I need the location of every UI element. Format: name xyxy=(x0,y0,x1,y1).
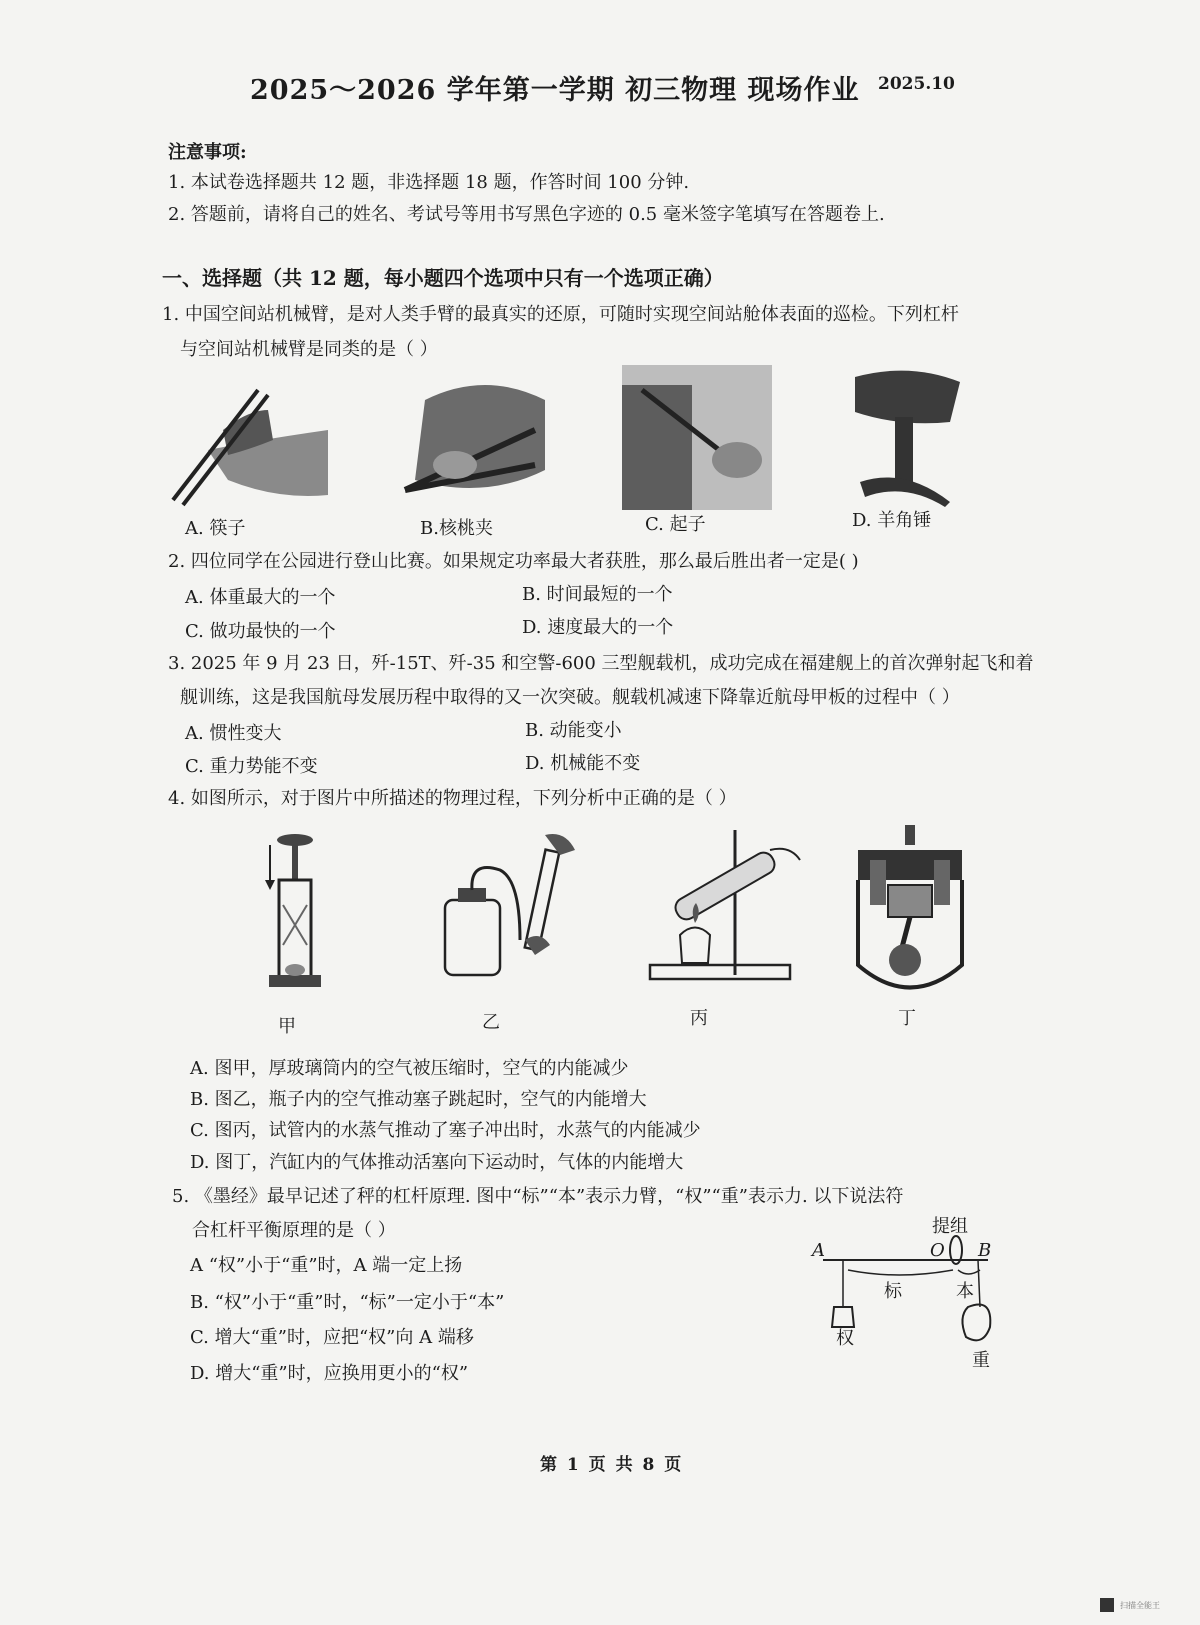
steelyard-label-biao: 标 xyxy=(884,1281,902,1302)
question-3-stem: 3. 2025 年 9 月 23 日，歼-15T、歼-35 和空警-600 三型舰载机，成功完成在福建舰上的首次弹射起飞和着 xyxy=(168,653,1034,674)
question-2-option-a[interactable]: A. 体重最大的一个 xyxy=(185,587,336,608)
question-2-option-d[interactable]: D. 速度最大的一个 xyxy=(522,617,674,638)
nutcracker-figure xyxy=(395,370,555,510)
claw-hammer-figure xyxy=(850,362,965,512)
figure-label-yi: 乙 xyxy=(482,1012,500,1033)
question-4-option-c[interactable]: C. 图丙，试管内的水蒸气推动了塞子冲出时，水蒸气的内能减少 xyxy=(190,1120,701,1141)
question-5-option-d[interactable]: D. 增大“重”时，应换用更小的“权” xyxy=(190,1363,469,1384)
note-item: 2. 答题前，请将自己的姓名、考试号等用书写黑色字迹的 0.5 毫米签字笔填写在答题卷上. xyxy=(168,204,885,225)
question-4-option-a[interactable]: A. 图甲，厚玻璃筒内的空气被压缩时，空气的内能减少 xyxy=(190,1058,629,1079)
question-2-option-b[interactable]: B. 时间最短的一个 xyxy=(522,584,673,605)
question-3-option-c[interactable]: C. 重力势能不变 xyxy=(185,756,318,777)
steelyard-label-o: O xyxy=(930,1240,945,1261)
steelyard-label-ben: 本 xyxy=(956,1281,974,1302)
question-5-stem: 5. 《墨经》最早记述了秤的杠杆原理. 图中“标”“本”表示力臂，“权”“重”表示力. 以下说法符 xyxy=(172,1186,904,1207)
compression-cylinder-figure xyxy=(255,825,335,1015)
question-3-option-d[interactable]: D. 机械能不变 xyxy=(525,753,641,774)
question-1-option-b[interactable]: B.核桃夹 xyxy=(420,518,493,539)
steelyard-label-zhong: 重 xyxy=(972,1350,990,1371)
figure-label-bing: 丙 xyxy=(690,1008,708,1029)
page-number: 第 1 页 共 8 页 xyxy=(540,1455,684,1475)
section-heading: 一、选择题（共 12 题，每小题四个选项中只有一个选项正确） xyxy=(162,266,724,290)
steelyard-figure xyxy=(808,1212,1038,1382)
chopsticks-figure xyxy=(168,370,328,510)
question-4-option-d[interactable]: D. 图丁，汽缸内的气体推动活塞向下运动时，气体的内能增大 xyxy=(190,1152,684,1173)
steelyard-label-tizu: 提组 xyxy=(932,1216,968,1237)
steelyard-label-quan: 权 xyxy=(836,1328,854,1349)
question-2-option-c[interactable]: C. 做功最快的一个 xyxy=(185,621,336,642)
question-5-option-a[interactable]: A “权”小于“重”时，A 端一定上扬 xyxy=(190,1255,463,1276)
bottle-opener-figure xyxy=(622,365,772,510)
question-1-stem-cont: 与空间站机械臂是同类的是（ ） xyxy=(180,339,438,360)
qr-code-icon xyxy=(1100,1598,1114,1612)
question-5-option-b[interactable]: B. “权”小于“重”时，“标”一定小于“本” xyxy=(190,1292,505,1313)
note-item: 1. 本试卷选择题共 12 题，非选择题 18 题，作答时间 100 分钟. xyxy=(168,172,690,193)
question-2-stem: 2. 四位同学在公园进行登山比赛。如果规定功率最大者获胜，那么最后胜出者一定是( ) xyxy=(168,551,859,572)
question-1-option-c[interactable]: C. 起子 xyxy=(645,514,706,535)
question-5-option-c[interactable]: C. 增大“重”时，应把“权”向 A 端移 xyxy=(190,1327,474,1348)
figure-label-ding: 丁 xyxy=(898,1008,916,1029)
question-4-option-b[interactable]: B. 图乙，瓶子内的空气推动塞子跳起时，空气的内能增大 xyxy=(190,1089,647,1110)
engine-cylinder-figure xyxy=(850,825,970,1005)
page-title: 2025～2026 学年第一学期 初三物理 现场作业 xyxy=(250,75,860,106)
test-tube-figure xyxy=(640,825,810,990)
scanner-watermark: 扫描全能王 xyxy=(1120,1601,1160,1610)
question-5-stem-cont: 合杠杆平衡原理的是（ ） xyxy=(192,1220,396,1241)
figure-label-jia: 甲 xyxy=(278,1016,296,1037)
notes-heading: 注意事项: xyxy=(168,142,247,163)
question-1-option-a[interactable]: A. 筷子 xyxy=(185,518,246,539)
steelyard-label-b: B xyxy=(978,1240,992,1261)
title-date: 2025.10 xyxy=(878,74,955,94)
question-4-stem: 4. 如图所示，对于图片中所描述的物理过程，下列分析中正确的是（ ） xyxy=(168,788,737,809)
question-3-stem-cont: 舰训练，这是我国航母发展历程中取得的又一次突破。舰载机减速下降靠近航母甲板的过程中（ ） xyxy=(180,687,960,708)
question-3-option-a[interactable]: A. 惯性变大 xyxy=(185,723,282,744)
question-3-option-b[interactable]: B. 动能变小 xyxy=(525,720,622,741)
bottle-pump-figure xyxy=(440,830,590,980)
question-1-option-d[interactable]: D. 羊角锤 xyxy=(852,510,932,531)
question-1-stem: 1. 中国空间站机械臂，是对人类手臂的最真实的还原，可随时实现空间站舱体表面的巡检。下列杠杆 xyxy=(162,304,959,325)
steelyard-label-a: A xyxy=(812,1240,825,1261)
